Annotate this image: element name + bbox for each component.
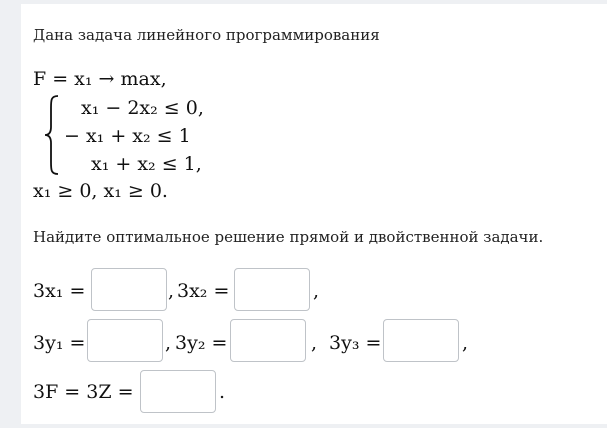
- task-question: Найдите оптимальное решение прямой и двойственной задачи.: [33, 228, 544, 246]
- y2-label: 3y₂ =: [175, 332, 228, 354]
- problem-intro: Дана задача линейного программирования: [33, 26, 380, 44]
- constraint-1: x₁ − 2x₂ ≤ 0,: [81, 97, 204, 119]
- y3-label: 3y₃ =: [329, 332, 382, 354]
- objective-value-label: 3F = 3Z =: [33, 381, 134, 403]
- x1-label: 3x₁ =: [33, 280, 86, 302]
- y1-label: 3y₁ =: [33, 332, 86, 354]
- row2-separator-1: ,: [165, 332, 172, 354]
- constraint-2: − x₁ + x₂ ≤ 1: [64, 125, 191, 147]
- row1-end: ,: [313, 280, 320, 302]
- nonnegativity-conditions: x₁ ≥ 0, x₁ ≥ 0.: [33, 180, 168, 202]
- x2-input[interactable]: [234, 268, 310, 311]
- y1-input[interactable]: [87, 319, 163, 362]
- x2-label: 3x₂ =: [177, 280, 230, 302]
- x1-input[interactable]: [91, 268, 167, 311]
- y2-input[interactable]: [230, 319, 306, 362]
- constraint-3: x₁ + x₂ ≤ 1,: [91, 153, 202, 175]
- y3-input[interactable]: [383, 319, 459, 362]
- objective-function: F = x₁ → max,: [33, 68, 167, 90]
- row1-separator: ,: [168, 280, 175, 302]
- objective-value-input[interactable]: [140, 370, 216, 413]
- row2-end: ,: [462, 332, 469, 354]
- row3-end: .: [219, 381, 226, 403]
- system-brace: [43, 94, 61, 176]
- row2-separator-2: ,: [311, 332, 318, 354]
